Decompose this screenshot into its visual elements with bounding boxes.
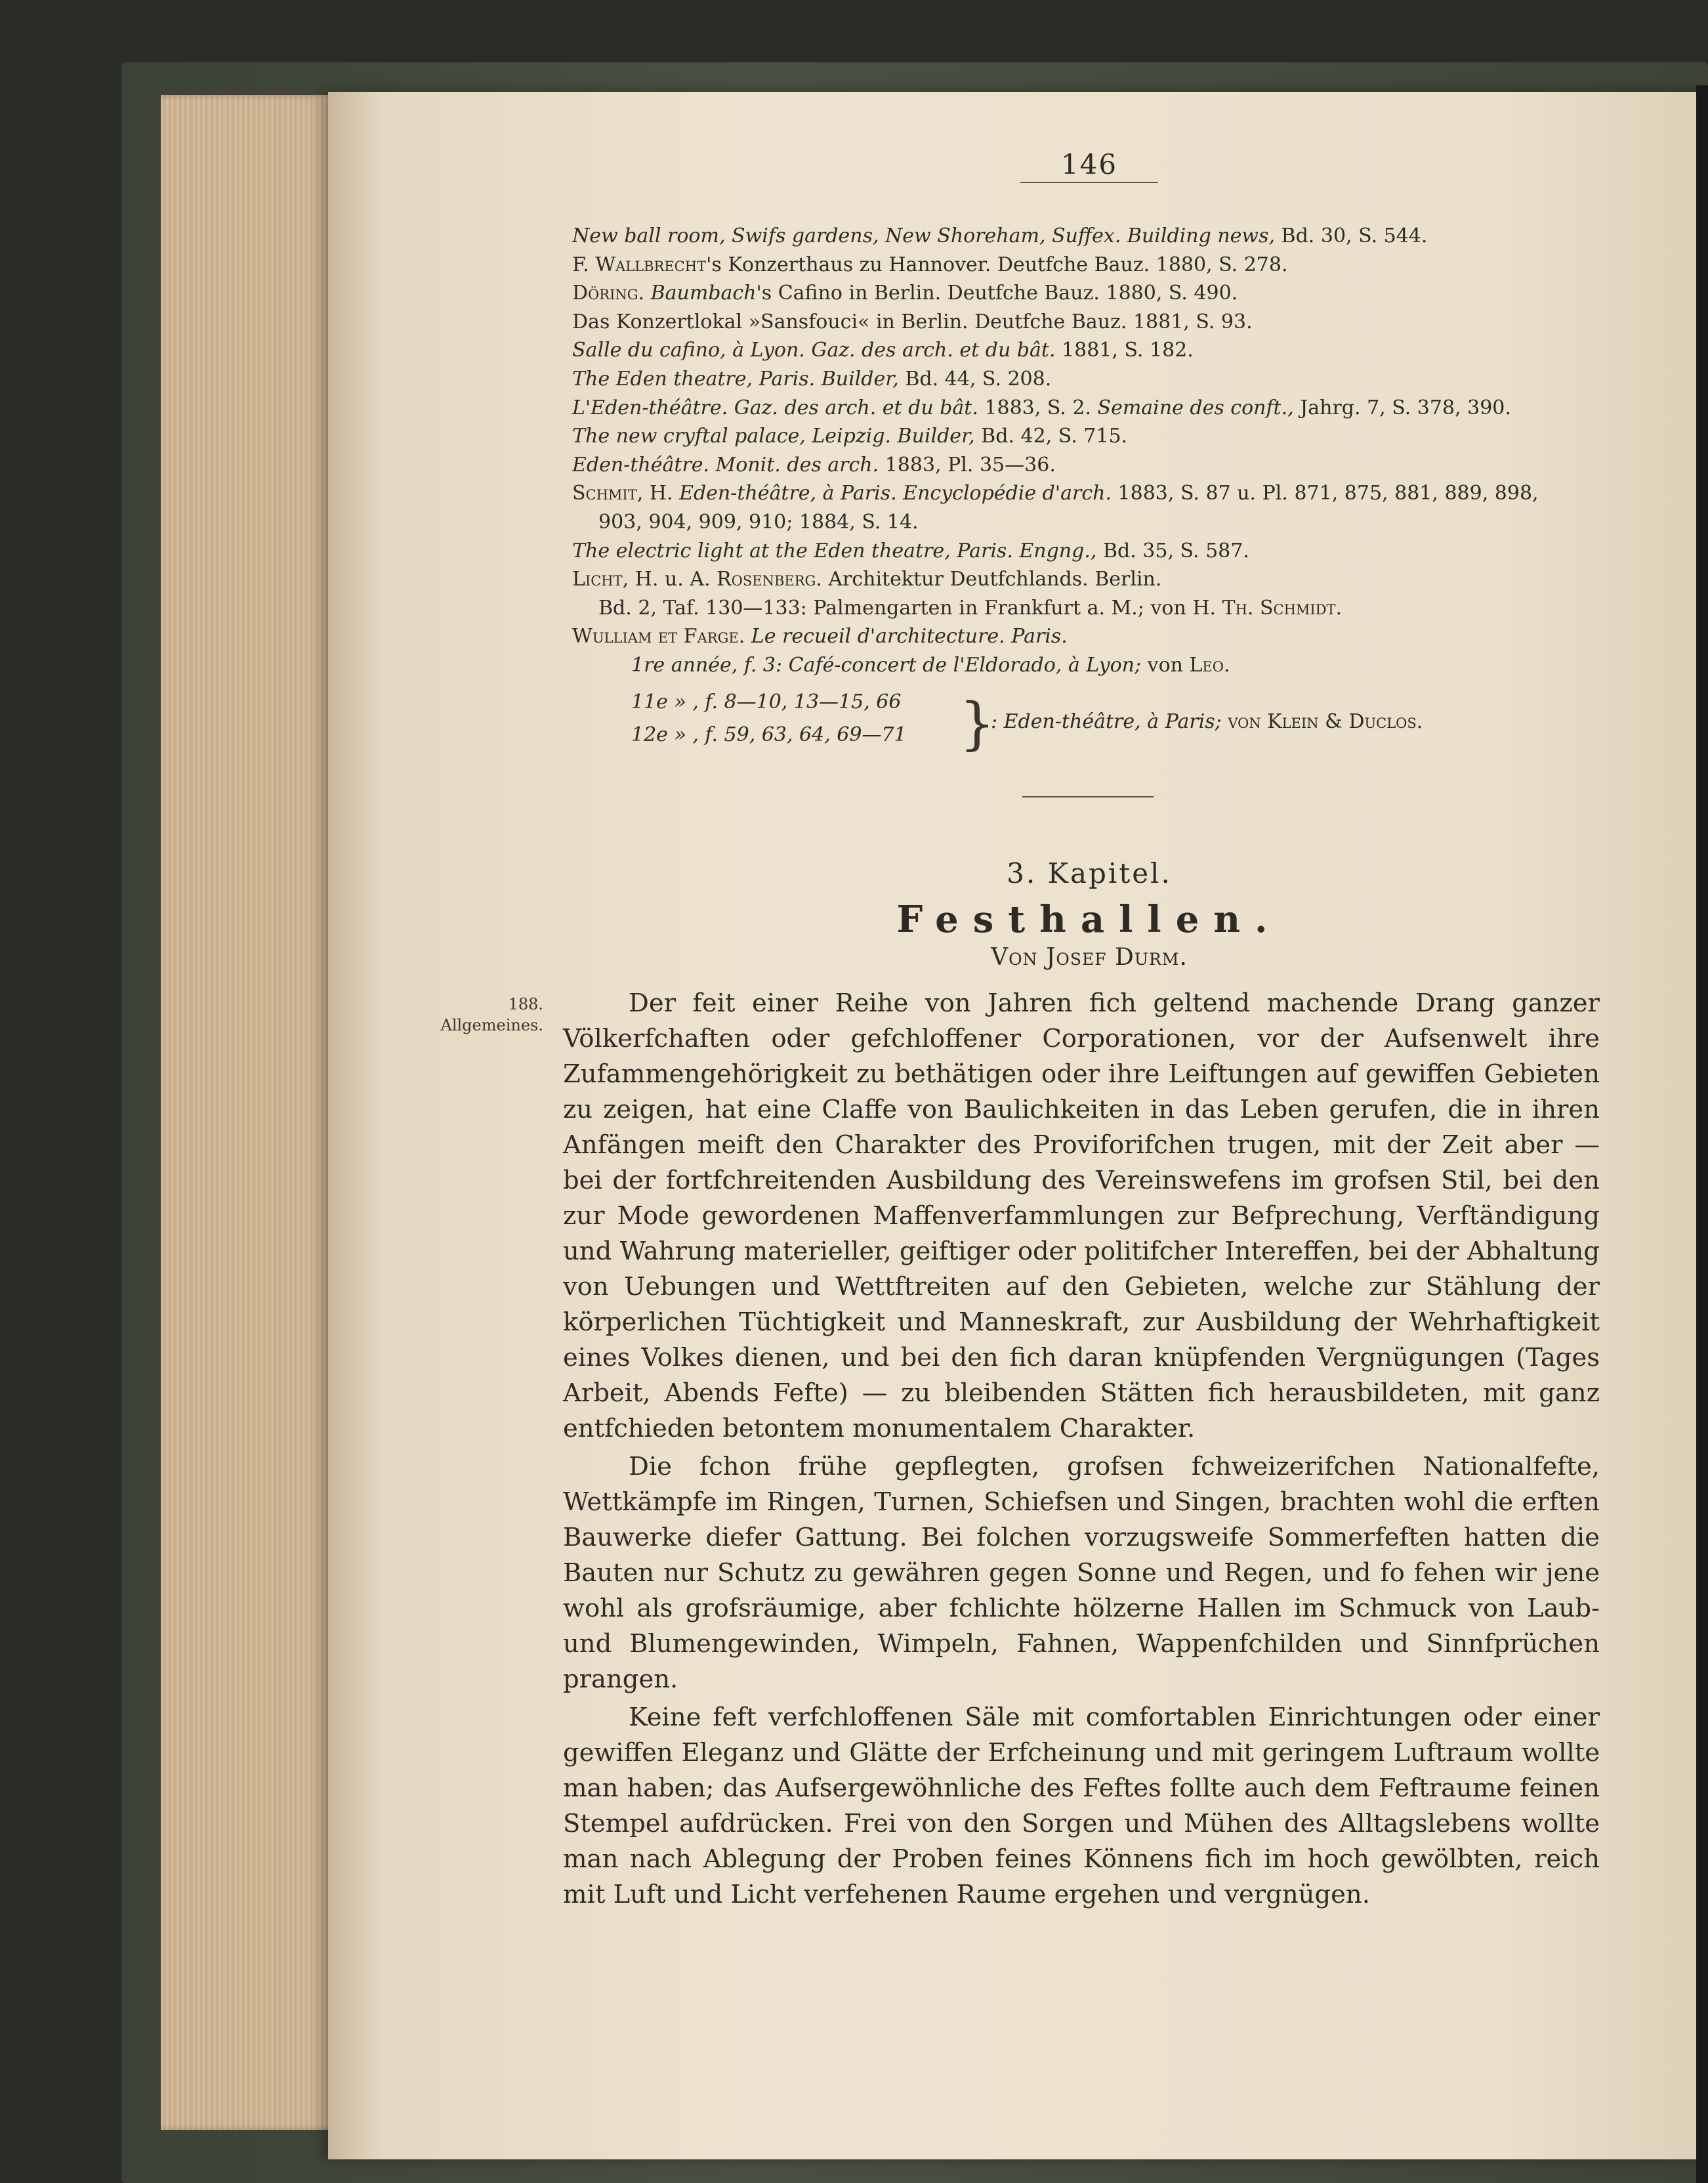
plate-reference-title: : Eden-théâtre, à Paris;	[991, 710, 1222, 733]
page-number: 146	[1060, 148, 1118, 180]
bibliography-entry-text: Salle du cafino, à Lyon. Gaz. des arch. et du bât.	[572, 339, 1056, 362]
bibliography-entry-text: Wulliam et Farge	[572, 625, 739, 648]
bibliography-entry-text: Th. Schmidt	[1222, 596, 1336, 620]
plate-reference-author: von Klein & Duclos.	[1221, 710, 1423, 733]
bibliography-entry-text: Das Konzertlokal »Sansfouci« in Berlin. Deutfche Bauz. 1881, S. 93.	[572, 310, 1253, 333]
bibliography-entry-text: 1881, S. 182.	[1055, 339, 1194, 362]
bibliography-entry	[572, 651, 1622, 680]
section-separator	[1022, 796, 1154, 797]
paragraph: Keine feft verfchloffenen Säle mit comfortablen Einrichtungen oder einer gewiffen Eleganz und Glätte der Erfcheinung und mit geringem Luftraum wollte man haben; das Aufsergewöhnliche des Feftes follte auch dem Feftraume feinen Stempel aufdrücken. Frei von den Sorgen und Mühen des Alltagslebens wollte man nach Ablegung der Proben feines Könnens fich im hoch gewölbten, reich mit Luft und Licht verfehenen Raume ergehen und vergnügen.	[563, 1703, 1600, 1909]
bibliography-entry-text: Le recueil d'architecture. Paris.	[751, 625, 1068, 648]
bibliography-entry-text: , H.	[636, 482, 680, 505]
bibliography-entry-text: Leo	[1189, 653, 1224, 677]
bibliography-entry	[572, 451, 1622, 480]
bibliography-entry-text: Döring	[572, 282, 638, 305]
bibliography-entry	[572, 308, 1622, 337]
bibliography-entry-text: 1883, Pl. 35—36.	[879, 453, 1056, 477]
bibliography-entry-text: Eden-théâtre. Monit. des arch.	[572, 453, 879, 477]
bibliography-entry	[572, 479, 1622, 508]
bibliography-entry-text: 1883, S. 87 u. Pl. 871, 875, 881, 889, 898,	[1111, 482, 1539, 505]
bibliography-entry-text: , H. u. A.	[622, 568, 717, 591]
marginal-note	[438, 994, 543, 1036]
bibliography-entry-text: 1883, S. 2.	[978, 396, 1098, 419]
bibliography-entry-text: Bd. 30, S. 544.	[1275, 224, 1428, 247]
marginal-label: Allgemeines.	[440, 1016, 543, 1034]
bibliography-entry-text: Semaine des conft.,	[1097, 396, 1294, 419]
brace-glyph: }	[959, 691, 995, 757]
bibliography-entry	[572, 365, 1622, 394]
bibliography-entry-text: .	[1335, 596, 1343, 620]
bibliography-entry-text: Bd. 2, Taf. 130—133: Palmengarten in Frankfurt a. M.; von H.	[598, 596, 1222, 620]
bibliography-entry	[572, 508, 1622, 537]
marginal-number: 188.	[508, 995, 543, 1013]
bibliography-entry-text: The Eden theatre, Paris. Builder,	[572, 367, 899, 391]
plate-reference-target	[991, 710, 1423, 733]
bibliography-entry	[572, 279, 1622, 308]
plate-references	[631, 690, 1550, 763]
chapter-title: Festhallen.	[896, 898, 1282, 941]
bibliography-entry-text: 903, 904, 909, 910; 1884, S. 14.	[598, 510, 919, 534]
bibliography-entry-text: Rosenberg	[717, 568, 816, 591]
bibliography-entry-text: 's Konzerthaus zu Hannover. Deutfche Bauz. 1880, S. 278.	[706, 253, 1288, 276]
bibliography-entry	[572, 394, 1622, 423]
bibliography-entry-text: Jahrg. 7, S. 378, 390.	[1293, 396, 1511, 419]
bibliography-entry-text: 's Cafino in Berlin. Deutfche Bauz. 1880, S. 490.	[756, 282, 1238, 305]
bibliography-entry	[572, 537, 1622, 566]
paragraph: Die fchon frühe gepflegten, grofsen fchweizerifchen Nationalfefte, Wettkämpfe im Ringen, Turnen, Schiefsen und Singen, brachten wohl die erften Bauwerke diefer Gattung. Bei folchen vorzugsweife Sommerfeften hatten die Bauten nur Schutz zu gewähren gegen Sonne und Regen, und fo fehen wir jene wohl als grofsräumige, aber fchlichte hölzerne Hallen im Schmuck von Laub- und Blumengewinden, Wimpeln, Fahnen, Wappenfchilden und Sinnfprüchen prangen.	[563, 1452, 1600, 1694]
bibliography-entry	[572, 336, 1622, 365]
bibliography-entry-text: .	[638, 282, 651, 305]
bibliography-entry	[572, 565, 1622, 594]
body-text	[563, 986, 1600, 1913]
bibliography-list	[572, 222, 1622, 680]
bibliography-entry-text: .	[738, 625, 751, 648]
plate-row: 11e » , f. 8—10, 13—15, 66	[631, 690, 902, 713]
paragraph: Der feit einer Reihe von Jahren fich geltend machende Drang ganzer Völkerfchaften oder gefchloffener Corporationen, vor der Aufsenwelt ihre Zufammengehörigkeit zu bethätigen oder ihre Leiftungen auf gewiffen Gebieten zu zeigen, hat eine Claffe von Baulichkeiten in das Leben gerufen, die in ihren Anfängen meift den Charakter des Proviforifchen trugen, mit der Zeit aber — bei der fortfchreitenden Ausbildung des Vereinswefens im grofsen Stil, bei den zur Mode gewordenen Maffenverfammlungen zur Befprechung, Verftändigung und Wahrung materieller, geiftiger oder politifcher Intereffen, bei der Abhaltung von Uebungen und Wettftreiten auf den Gebieten, welche zur Stählung der körperlichen Tüchtigkeit und Manneskraft, zur Ausbildung der Wehrhaftigkeit eines Volkes dienen, und bei den fich daran knüpfenden Vergnügungen (Tages Arbeit, Abends Fefte) — zu bleibenden Stätten fich herausbildeten, mit ganz entfchieden betontem monumentalem Charakter.	[563, 988, 1600, 1443]
plate-row: 12e » , f. 59, 63, 64, 69—71	[631, 723, 907, 746]
bibliography-entry	[572, 622, 1622, 651]
bibliography-entry-text: Bd. 42, S. 715.	[974, 425, 1128, 448]
bibliography-entry-text: Bd. 44, S. 208.	[898, 367, 1052, 391]
bibliography-entry	[572, 222, 1622, 251]
bibliography-entry-text: 1re année, f. 3: Café-concert de l'Eldorado, à Lyon;	[631, 653, 1142, 677]
bibliography-entry-text: .	[1223, 653, 1230, 677]
author-line: Von Josef Durm.	[991, 944, 1188, 971]
bibliography-entry-text: von	[1141, 653, 1190, 677]
bibliography-entry	[572, 251, 1622, 280]
chapter-label: 3. Kapitel.	[1007, 857, 1172, 889]
header-rule	[1020, 182, 1158, 183]
bibliography-entry-text: Wallbrecht	[595, 253, 707, 276]
bibliography-entry-text: Bd. 35, S. 587.	[1096, 539, 1249, 562]
bibliography-entry	[572, 422, 1622, 451]
bibliography-entry-text: Eden-théâtre, à Paris. Encyclopédie d'arch.	[679, 482, 1112, 505]
bibliography-entry-text: F.	[572, 253, 596, 276]
bibliography-entry	[572, 594, 1622, 623]
bibliography-entry-text: The new cryftal palace, Leipzig. Builder,	[572, 425, 975, 448]
bibliography-entry-text: Schmit	[572, 482, 637, 505]
bibliography-entry-text: . Architektur Deutfchlands. Berlin.	[816, 568, 1162, 591]
bibliography-entry-text: Baumbach	[650, 282, 757, 305]
bibliography-entry-text: The electric light at the Eden theatre, Paris. Engng.,	[572, 539, 1097, 562]
bibliography-entry-text: New ball room, Swifs gardens, New Shoreham, Suffex. Building news,	[572, 224, 1276, 247]
bibliography-entry-text: L'Eden-théâtre. Gaz. des arch. et du bât.	[572, 396, 978, 419]
bibliography-entry-text: Licht	[572, 568, 623, 591]
